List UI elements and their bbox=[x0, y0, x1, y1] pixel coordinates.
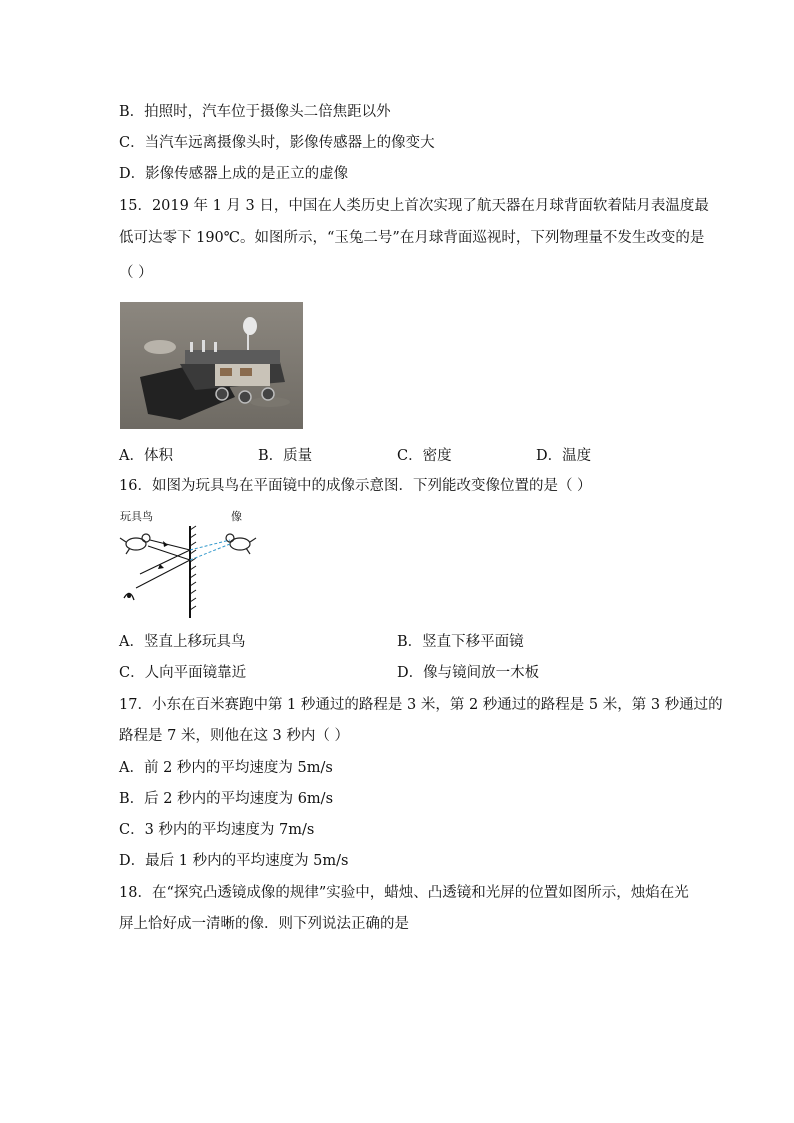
label-toy-bird: 玩具鸟 bbox=[120, 510, 153, 523]
q15-stem-line2: 低可达零下 190℃。如图所示，“玉兔二号”在月球背面巡视时，下列物理量不发生改变的是 bbox=[119, 230, 705, 246]
q16-option-a: A．竖直上移玩具鸟 bbox=[119, 634, 246, 650]
q15-option-c: C．密度 bbox=[397, 448, 452, 464]
q18-stem-line1: 18．在“探究凸透镜成像的规律”实验中，蜡烛、凸透镜和光屏的位置如图所示，烛焰在光 bbox=[119, 885, 689, 901]
q15-option-d: D．温度 bbox=[536, 448, 592, 464]
plane-mirror-figure bbox=[118, 508, 268, 620]
lunar-rover-image bbox=[120, 302, 303, 429]
q18-stem-line2: 屏上恰好成一清晰的像．则下列说法正确的是 bbox=[119, 916, 409, 932]
q17-option-a: A．前 2 秒内的平均速度为 5m/s bbox=[119, 760, 333, 776]
mirror-diagram bbox=[118, 508, 268, 620]
light-rays bbox=[136, 540, 230, 588]
q15-option-a: A．体积 bbox=[119, 448, 173, 464]
q17-stem-line2: 路程是 7 米，则他在这 3 秒内（ ） bbox=[119, 728, 349, 744]
rover-photo bbox=[120, 302, 303, 429]
q17-option-b: B．后 2 秒内的平均速度为 6m/s bbox=[119, 791, 334, 807]
plane-mirror bbox=[190, 526, 196, 618]
q16-option-b: B．竖直下移平面镜 bbox=[397, 634, 524, 650]
q15-stem-line1: 15．2019 年 1 月 3 日，中国在人类历史上首次实现了航天器在月球背面软着陆月表温度最 bbox=[119, 198, 709, 214]
eye-icon bbox=[124, 593, 134, 600]
q14-option-d: D．影像传感器上成的是正立的虚像 bbox=[119, 166, 349, 182]
q17-stem-line1: 17．小东在百米赛跑中第 1 秒通过的路程是 3 米，第 2 秒通过的路程是 5 米，第 3 秒通过的 bbox=[119, 697, 723, 713]
q14-option-c: C．当汽车远离摄像头时，影像传感器上的像变大 bbox=[119, 135, 435, 151]
label-image: 像 bbox=[231, 510, 242, 523]
toy-bird-icon bbox=[120, 534, 150, 554]
bird-image-icon bbox=[226, 534, 256, 554]
q16-option-c: C．人向平面镜靠近 bbox=[119, 665, 247, 681]
q15-option-b: B．质量 bbox=[258, 448, 313, 464]
q14-option-b: B．拍照时，汽车位于摄像头二倍焦距以外 bbox=[119, 104, 391, 120]
q16-option-d: D．像与镜间放一木板 bbox=[397, 665, 540, 681]
q15-stem-line3: （ ） bbox=[119, 265, 153, 281]
q16-stem: 16．如图为玩具鸟在平面镜中的成像示意图．下列能改变像位置的是（ ） bbox=[119, 478, 592, 494]
q17-option-d: D．最后 1 秒内的平均速度为 5m/s bbox=[119, 853, 349, 869]
q17-option-c: C．3 秒内的平均速度为 7m/s bbox=[119, 822, 315, 838]
